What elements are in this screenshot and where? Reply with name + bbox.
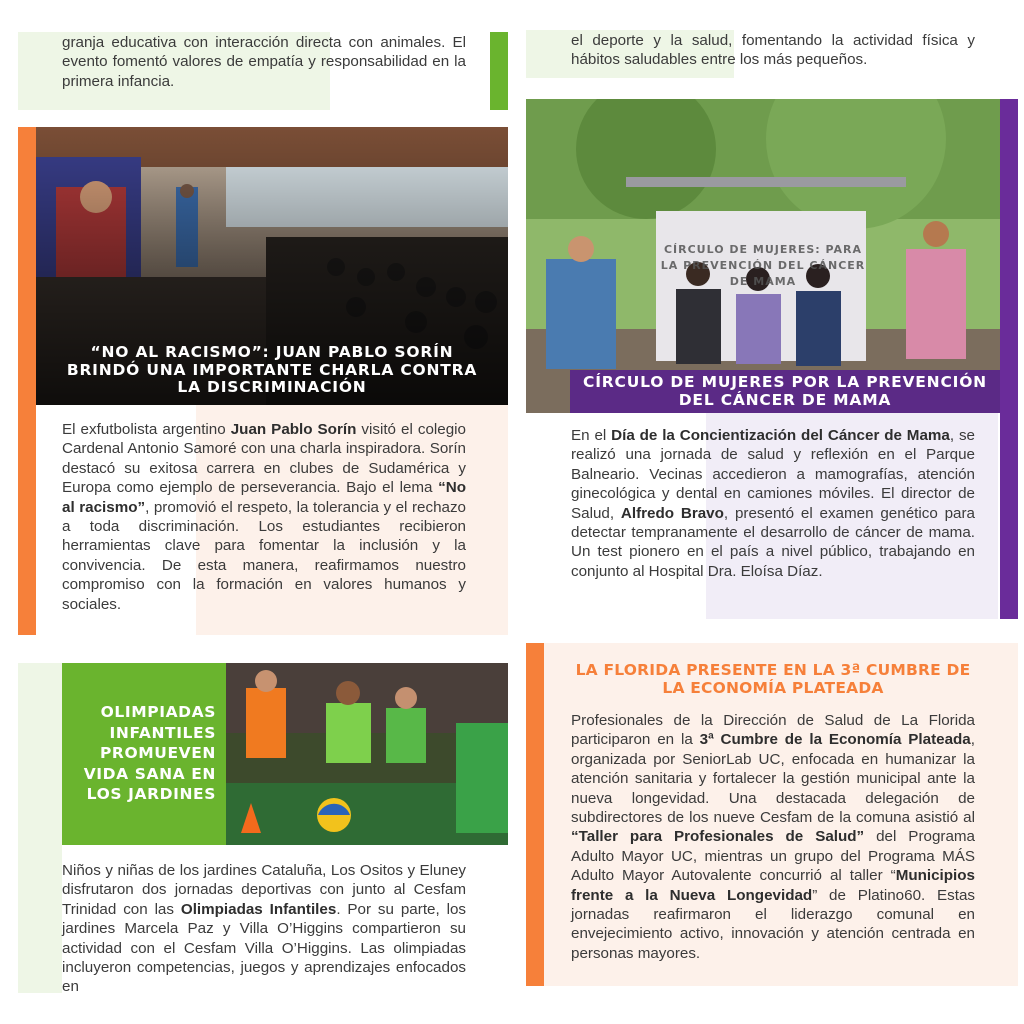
cumbre-title: LA FLORIDA PRESENTE EN LA 3ª CUMBRE DE LA ECONOMÍA PLATEADA	[575, 661, 971, 697]
mujeres-purple-bar	[1000, 99, 1018, 619]
olimpiadas-light-green-bar	[18, 663, 62, 993]
top-right-text-2: , fomentando la actividad física y hábitos saludables entre los más pequeños.	[571, 32, 975, 69]
sorin-title: “NO AL RACISMO”: JUAN PABLO SORÍN BRINDÓ UNA IMPORTANTE CHARLA CONTRA LA DISCRIMINACIÓN	[66, 343, 478, 396]
mujeres-p1: En el	[571, 427, 612, 444]
top-right-text-1: el deporte y la salud	[571, 32, 729, 49]
mujeres-p2: , se realizó una jornada de salud y reflexión en el Parque Balneario. Vecinas accedieron a mamografías, atención ginecológica y dental en camiones móviles. El director de Salud,	[571, 427, 975, 522]
sorin-b1: Juan Pablo Sorín	[230, 421, 357, 438]
sorin-b2: “No al racismo”	[62, 479, 466, 516]
sorin-p2: visitó el colegio Cardenal Antonio Samoré con una charla inspiradora. Sorín destacó su exitosa carrera en clubes de Sudamérica y Europa como ejemplo de perseverancia. Bajo el lema	[62, 421, 466, 497]
sorin-p1: El exfutbolista argentino	[62, 421, 231, 438]
olimpiadas-title: OLIMPIADAS INFANTILES PROMUEVEN VIDA SANA EN LOS JARDINES	[83, 703, 216, 803]
cumbre-b1: 3ª Cumbre de la Economía Plateada	[699, 731, 971, 749]
cumbre-body	[571, 711, 975, 963]
sorin-orange-bar	[18, 127, 36, 635]
mujeres-b2: Alfredo Bravo	[620, 504, 724, 522]
cumbre-b2: “Taller para Profesionales de Salud”	[571, 828, 865, 846]
top-left-green-bar	[490, 32, 508, 110]
olimpiadas-p1: Niños y niñas de los jardines Cataluña, Los Ositos y Eluney disfrutaron dos jornadas deportivas con junto al Cesfam Trinidad con las	[62, 862, 466, 918]
cumbre-p3: del Programa Adulto Mayor UC, mientras un grupo del Programa MÁS Adulto Mayor Autovalente concurrió al taller “	[571, 828, 975, 885]
cumbre-b3: Municipios frente a la Nueva Longevidad	[571, 867, 975, 904]
mujeres-title: CÍRCULO DE MUJERES POR LA PREVENCIÓN DEL CÁNCER DE MAMA	[583, 373, 987, 409]
cumbre-p2: , organizada por SeniorLab UC, enfocada en humanizar la atención sanitaria y fortalecer la gestión municipal ante la nueva longevidad. Una destacada delegación de subdirectores de los nueve Cesfam de la comuna asistió al	[571, 731, 975, 827]
olimpiadas-b1: Olimpiadas Infantiles	[180, 900, 337, 918]
olimpiadas-photo	[226, 663, 508, 845]
mujeres-banner-text: CÍRCULO DE MUJERES: PARA LA PREVENCIÓN DEL CÁNCER DE MAMA	[660, 243, 866, 288]
mujeres-b1: Día de la Concientización del Cáncer de Mama	[611, 427, 950, 444]
cumbre-p1: Profesionales de la Dirección de Salud de La Florida participaron en la	[571, 712, 975, 749]
mujeres-p3: , presentó el examen genético para detectar tempranamente el desarrollo de cáncer de mama. Un test pionero en el país a nivel público, trabajando en conjunto al Hospital Dra. Eloísa Díaz.	[571, 504, 975, 580]
sorin-body	[62, 420, 466, 614]
olimpiadas-p2: . Por su parte, los jardines Marcela Paz y Villa O’Higgins compartieron su actividad con el Cesfam Villa O’Higgins. Las olimpiadas incluyeron competencias, juegos y aprendizajes enfocados en	[62, 900, 466, 996]
cumbre-p4: ” de Platino60. Estas jornadas reafirmaron el liderazgo comunal en envejecimiento activo, innovación y atención centrada en personas mayores.	[571, 886, 975, 962]
cumbre-orange-bar	[526, 643, 544, 986]
top-right-text	[571, 31, 975, 70]
sorin-p3: , promovió el respeto, la tolerancia y el rechazo a toda discriminación. Los estudiantes recibieron herramientas clave para fomentar la inclusión y la convivencia. De esta manera, reafirmamos nuestro compromiso con la formación en valores humanos y sociales.	[62, 498, 467, 613]
mujeres-body	[571, 426, 975, 581]
olimpiadas-body	[62, 861, 466, 997]
top-left-text: granja educativa con interacción directa con animales. El evento fomentó valores de empatía y responsabilidad en la primera infancia.	[62, 34, 466, 90]
